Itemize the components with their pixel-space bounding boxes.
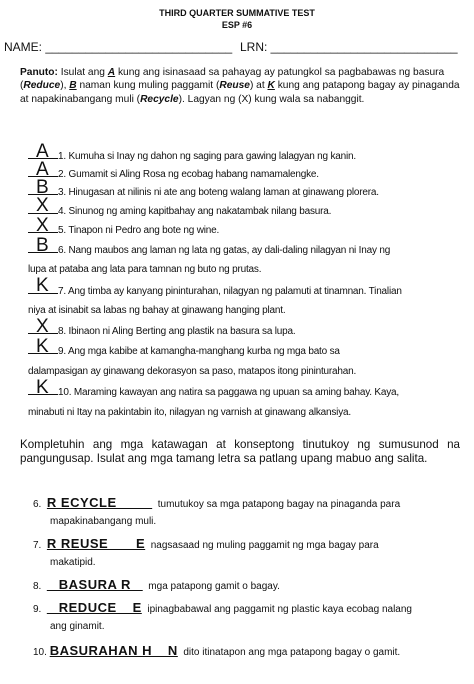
answer-2: A <box>36 159 49 180</box>
item-2: 2. Gumamit si Aling Rosa ng ecobag habang namamalengke. <box>28 169 319 181</box>
fill-8: 8. _ BASURA R _ mga patapong gamit o bagay. <box>33 577 280 592</box>
item-9-cont: dalampasigan ay ginawang dekorasyon sa paso, matapos itong pininturahan. <box>28 366 357 377</box>
answer-5: X <box>36 215 49 236</box>
answer-1: A <box>36 141 49 162</box>
answer-4: X <box>36 195 49 216</box>
item-3: 3. Hinugasan at nilinis ni ate ang boteng walang laman at ginawang plorera. <box>28 187 379 199</box>
instr-t2: kung ang isinasaad sa pahayag ay patungkol sa pagbabawas ng basura ( <box>20 67 445 92</box>
instr-b: B <box>69 80 77 92</box>
fill-7-cont: makatipid. <box>50 557 96 568</box>
item-8: 8. Ibinaon ni Aling Berting ang plastik na basura sa lupa. <box>28 326 295 338</box>
instr-recycle: Recycle <box>140 93 179 105</box>
fill-10: 10. BASURAHAN H _ N dito itinatapon ang mga patapong bagay o gamit. <box>33 643 401 658</box>
lrn-field: LRN: ____________________________ <box>240 40 458 54</box>
instr-t1: Isulat ang <box>57 67 108 78</box>
instr-t3: ), <box>60 80 70 92</box>
instr-reduce: Reduce <box>23 80 61 92</box>
answer-10: K <box>36 377 49 398</box>
item-9: 9. Ang mga kabibe at kamangha-manghang kurba ng mga bato sa <box>28 346 340 358</box>
answer-8: X <box>36 316 49 337</box>
item-4: 4. Sinunog ng aming kapitbahay ang nakatambak nilang basura. <box>28 206 331 218</box>
instr-t4: naman kung muling paggamit ( <box>76 80 220 92</box>
item-6-cont: lupa at pataba ang lata para tamnan ng buto ng prutas. <box>28 264 262 275</box>
answer-6: B <box>36 235 49 256</box>
answer-3: B <box>36 177 49 198</box>
item-7-cont: niya at isinabit sa labas ng bahay at ginawang hanging plant. <box>28 305 286 316</box>
instr-t5: ) at <box>249 80 268 92</box>
test-subtitle: ESP #6 <box>221 20 253 30</box>
item-6: 6. Nang maubos ang laman ng lata ng gatas, ay dali-daling nilagyan ni Inay ng <box>28 245 390 257</box>
instr-reuse: Reuse <box>219 80 250 92</box>
answer-7: K <box>36 275 49 296</box>
instr-k: K <box>267 80 275 92</box>
fill-6-cont: mapakinabangang muli. <box>50 516 157 527</box>
item-1: 1. Kumuha si Inay ng dahon ng saging para gawing lalagyan ng kanin. <box>28 151 356 163</box>
item-7: 7. Ang timba ay kanyang pininturahan, nilagyan ng palamuti at tinamnan. Tinalian <box>28 286 402 298</box>
test-title: THIRD QUARTER SUMMATIVE TEST <box>159 8 315 18</box>
fill-9: 9. _ REDUCE _ E ipinagbabawal ang paggamit ng plastic kaya ecobag nalang <box>33 600 412 615</box>
instr-a: A <box>107 67 116 78</box>
answer-9: K <box>36 336 49 357</box>
name-field: NAME: ____________________________ <box>4 40 233 54</box>
instr-t6: kung ang patapong bagay ay pinaganda at napakinabangang muli ( <box>20 80 460 105</box>
instr-t7: ). Lagyan ng (X) kung wala sa nabanggit. <box>178 93 365 105</box>
item-10-cont: minabuti ni Itay na pakintabin ito, nilagyan ng varnish at ginawang alkansiya. <box>28 407 351 418</box>
fill-7: 7. R REUSE _ _ E nagsasaad ng muling paggamit ng mga bagay para <box>33 536 379 551</box>
fill-9-cont: ang ginamit. <box>50 621 105 632</box>
part2-instructions: Kompletuhin ang mga katawagan at konseptong tinutukoy ng sumusunod na pangungusap. Isulat ang mga tamang letra sa patlang upang mabuo ang salita. <box>20 438 460 465</box>
instructions <box>20 66 460 106</box>
item-5: 5. Tinapon ni Pedro ang bote ng wine. <box>28 225 219 237</box>
item-10: 10. Maraming kawayan ang natira sa paggawa ng upuan sa aming bahay. Kaya, <box>28 387 399 399</box>
instructions-label: Panuto: <box>20 67 58 78</box>
fill-6: 6. R ECYCLE _ _ _ tumutukoy sa mga patapong bagay na pinaganda para <box>33 495 401 510</box>
